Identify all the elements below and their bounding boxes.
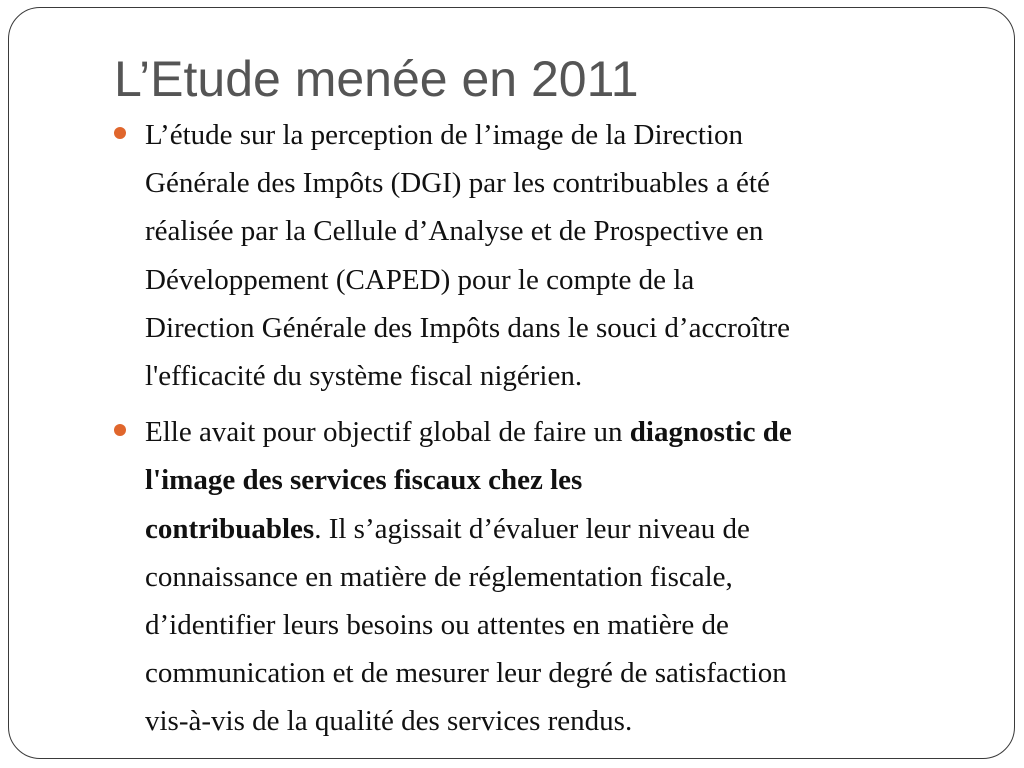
bullet-2-line-5: d’identifier leurs besoins ou attentes en matière de bbox=[145, 609, 729, 642]
bullet-dot-icon bbox=[114, 424, 126, 436]
bullet-item-study-description bbox=[114, 111, 994, 400]
bullet-2-line-7: vis-à-vis de la qualité des services rendus. bbox=[145, 705, 633, 738]
bullet-2-line-1 bbox=[145, 408, 994, 456]
bullet-1-line-3: réalisée par la Cellule d’Analyse et de Prospective en bbox=[145, 215, 764, 248]
slide-title: L’Etude menée en 2011 bbox=[114, 51, 639, 107]
bullet-2-line-6: communication et de mesurer leur degré de satisfaction bbox=[145, 657, 787, 690]
bullet-1-line-2: Générale des Impôts (DGI) par les contribuables a été bbox=[145, 167, 770, 200]
bullet-list bbox=[114, 111, 994, 746]
bullet-1-line-5: Direction Générale des Impôts dans le souci d’accroître bbox=[145, 311, 790, 344]
bullet-1-line-6: l'efficacité du système fiscal nigérien. bbox=[145, 360, 583, 393]
bullet-1-line-1: L’étude sur la perception de l’image de la Direction bbox=[145, 119, 744, 151]
bullet-2-line-4: connaissance en matière de réglementation fiscale, bbox=[145, 560, 733, 593]
bullet-2-line-1-text: Elle avait pour objectif global de faire un bbox=[145, 416, 630, 449]
bullet-2-emphasis-start: diagnostic de bbox=[629, 416, 792, 449]
bullet-2-line-3-text: . Il s’agissait d’évaluer leur niveau de bbox=[314, 512, 750, 545]
bullet-dot-icon bbox=[114, 127, 126, 139]
bullet-item-study-objective bbox=[114, 408, 994, 745]
bullet-2-line-2-emphasis: l'image des services fiscaux chez les bbox=[145, 464, 583, 497]
bullet-2-line-3 bbox=[145, 505, 994, 553]
bullet-1-line-4: Développement (CAPED) pour le compte de la bbox=[145, 263, 695, 296]
bullet-2-emphasis-end: contribuables bbox=[145, 512, 315, 545]
